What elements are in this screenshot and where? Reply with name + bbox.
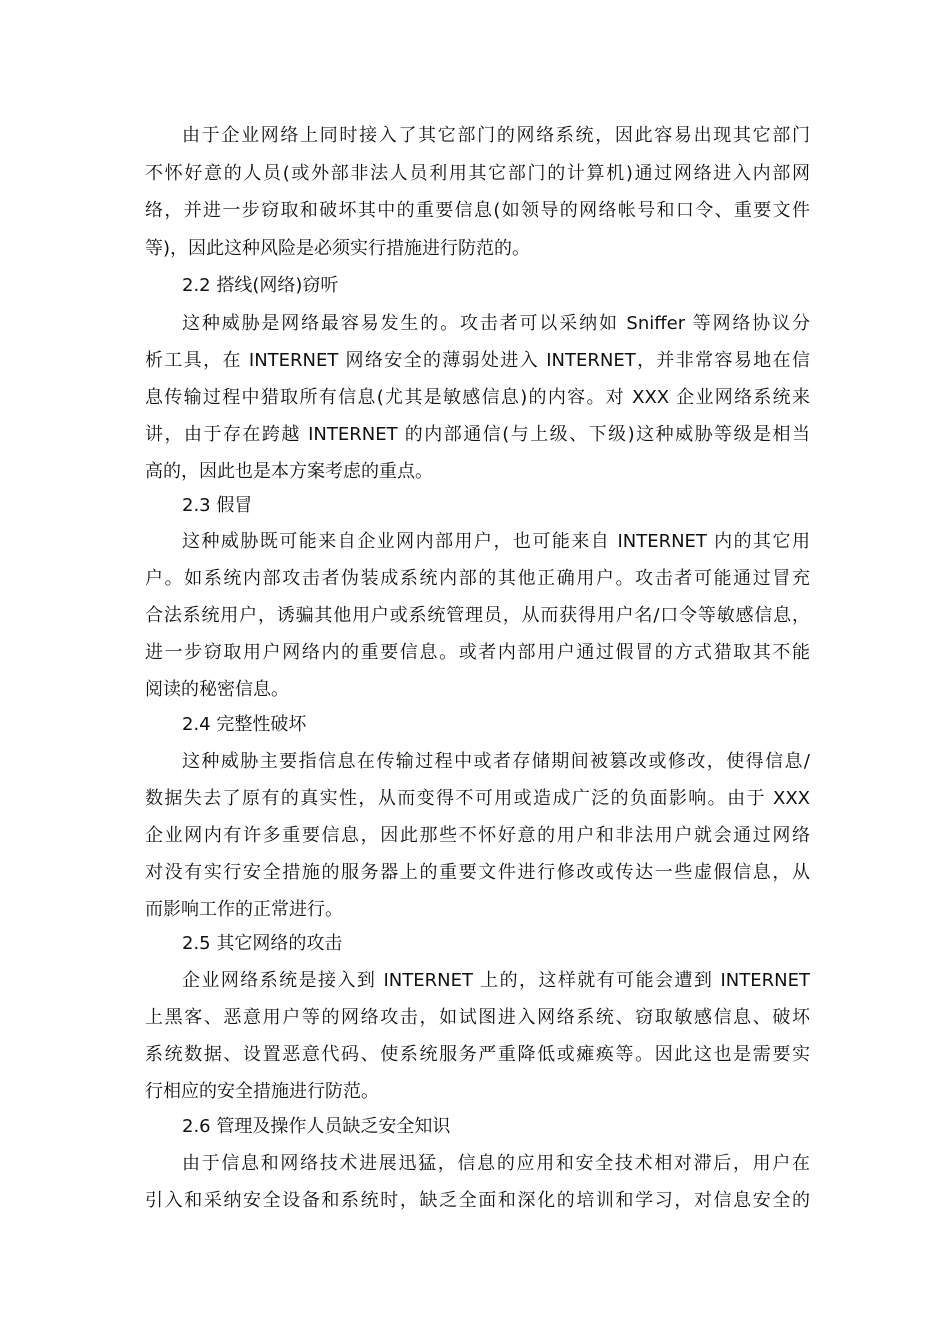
paragraph-line: 这种威胁是网络最容易发生的。攻击者可以采纳如 Sniffer 等网络协议分 [182, 313, 810, 334]
section-heading: 2.4 完整性破坏 [182, 714, 307, 735]
paragraph-line: 上黑客、恶意用户等的网络攻击，如试图进入网络系统、窃取敏感信息、破坏 [145, 1007, 810, 1028]
paragraph-line: 系统数据、设置恶意代码、使系统服务严重降低或瘫痪等。因此这也是需要实 [145, 1044, 810, 1065]
paragraph-line: 进一步窃取用户网络内的重要信息。或者内部用户通过假冒的方式猎取其不能 [145, 642, 810, 663]
paragraph-line: 引入和采纳安全设备和系统时，缺乏全面和深化的培训和学习，对信息安全的 [145, 1190, 810, 1211]
paragraph-line: 这种威胁既可能来自企业网内部用户，也可能来自 INTERNET 内的其它用 [182, 531, 810, 552]
section-heading: 2.2 搭线(网络)窃听 [182, 275, 339, 296]
section-heading: 2.6 管理及操作人员缺乏安全知识 [182, 1116, 451, 1137]
paragraph-line: 而影响工作的正常进行。 [145, 899, 343, 920]
paragraph-line: 由于企业网络上同时接入了其它部门的网络系统，因此容易出现其它部门 [182, 125, 810, 146]
paragraph-line: 合法系统用户，诱骗其他用户或系统管理员，从而获得用户名/口令等敏感信息， [145, 605, 810, 626]
section-heading: 2.5 其它网络的攻击 [182, 933, 343, 954]
paragraph-line: 对没有实行安全措施的服务器上的重要文件进行修改或传达一些虚假信息，从 [145, 862, 810, 883]
paragraph-line: 讲，由于存在跨越 INTERNET 的内部通信(与上级、下级)这种威胁等级是相当 [145, 424, 810, 445]
paragraph-line: 阅读的秘密信息。 [145, 679, 289, 700]
section-heading: 2.3 假冒 [182, 495, 253, 516]
paragraph-line: 由于信息和网络技术进展迅猛，信息的应用和安全技术相对滞后，用户在 [182, 1153, 810, 1174]
paragraph-line: 数据失去了原有的真实性，从而变得不可用或造成广泛的负面影响。由于 XXX [145, 788, 810, 809]
paragraph-line: 企业网络系统是接入到 INTERNET 上的，这样就有可能会遭到 INTERNET [182, 970, 810, 991]
paragraph-line: 不怀好意的人员(或外部非法人员利用其它部门的计算机)通过网络进入内部网 [145, 163, 810, 184]
paragraph-line: 户。如系统内部攻击者伪装成系统内部的其他正确用户。攻击者可能通过冒充 [145, 568, 810, 589]
paragraph-line: 析工具，在 INTERNET 网络安全的薄弱处进入 INTERNET，并非常容易地在信 [145, 350, 810, 371]
paragraph-line: 等)，因此这种风险是必须实行措施进行防范的。 [145, 238, 531, 259]
paragraph-line: 息传输过程中猎取所有信息(尤其是敏感信息)的内容。对 XXX 企业网络系统来 [145, 387, 810, 408]
paragraph-line: 络，并进一步窃取和破坏其中的重要信息(如领导的网络帐号和口令、重要文件 [145, 200, 810, 221]
paragraph-line: 企业网内有许多重要信息，因此那些不怀好意的用户和非法用户就会通过网络 [145, 825, 810, 846]
paragraph-line: 高的，因此也是本方案考虑的重点。 [145, 461, 433, 482]
paragraph-line: 行相应的安全措施进行防范。 [145, 1081, 379, 1102]
paragraph-line: 这种威胁主要指信息在传输过程中或者存储期间被篡改或修改，使得信息/ [182, 751, 810, 772]
